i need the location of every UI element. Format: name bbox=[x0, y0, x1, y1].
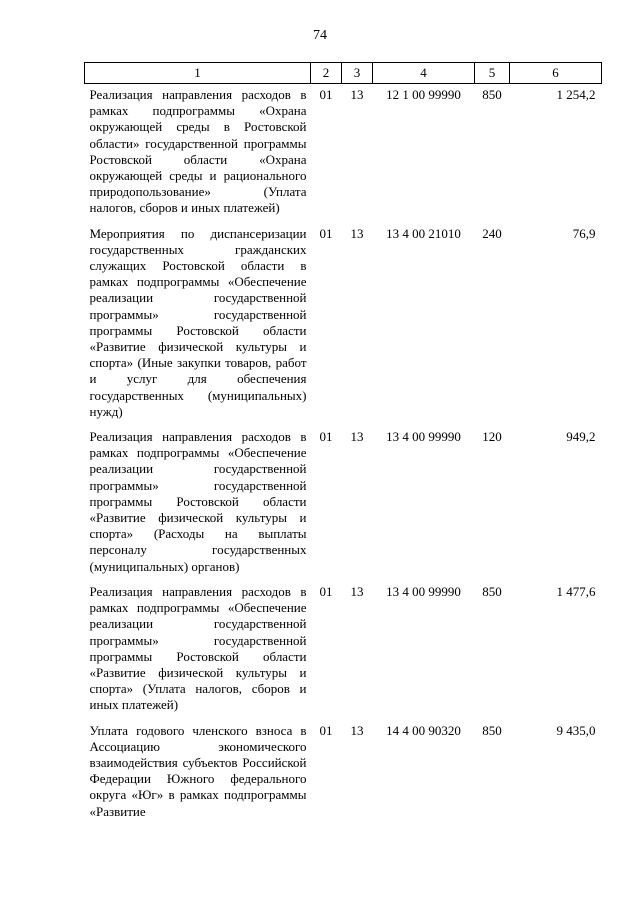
row-description: Уплата годового членского взноса в Ассоциацию экономического взаимодействия субъектов Российской Федерации Южного федерального округа «Юг» в рамках подпрограммы «Развитие bbox=[89, 722, 307, 819]
row-subsection: 13 bbox=[350, 225, 364, 241]
row-description: Мероприятия по диспансеризации государственных гражданских служащих Ростовской области в рамках подпрограммы «Обеспечение реализации государственной программы» государственной программы Ростовской области «Развитие физической культуры и спорта» (Иные закупки товаров, работ и услуг для обеспечения государственных (муниципальных) нужд) bbox=[89, 225, 307, 419]
header-row bbox=[85, 63, 602, 84]
row-expense-type: 850 bbox=[482, 87, 502, 102]
row-amount: 949,2 bbox=[566, 429, 596, 445]
table-row bbox=[85, 426, 602, 581]
row-section: 01 bbox=[319, 429, 333, 445]
page-number: 74 bbox=[313, 28, 327, 43]
header-col-1: 1 bbox=[85, 63, 311, 84]
row-expense-type: 850 bbox=[482, 583, 502, 599]
table-row bbox=[85, 720, 602, 826]
table-row bbox=[85, 84, 602, 223]
row-target-article: 13 4 00 99990 bbox=[386, 583, 461, 599]
row-section: 01 bbox=[319, 225, 333, 241]
header-col-3: 3 bbox=[342, 63, 373, 84]
row-expense-type: 850 bbox=[482, 722, 502, 738]
budget-table bbox=[84, 62, 602, 826]
row-target-article: 13 4 00 99990 bbox=[386, 429, 461, 445]
row-amount: 1 477,6 bbox=[556, 583, 596, 599]
row-target-article: 13 4 00 21010 bbox=[386, 225, 461, 241]
row-section: 01 bbox=[319, 722, 333, 738]
row-amount: 1 254,2 bbox=[556, 87, 596, 102]
row-section: 01 bbox=[319, 583, 333, 599]
row-target-article: 14 4 00 90320 bbox=[386, 722, 461, 738]
header-col-2: 2 bbox=[311, 63, 342, 84]
row-description: Реализация направления расходов в рамках подпрограммы «Охрана окружающей среды в Ростовской области» государственной программы Ростовской области «Охрана окружающей среды и рационального природопользование» (Уплата налогов, сборов и иных платежей) bbox=[89, 87, 307, 216]
row-subsection: 13 bbox=[350, 583, 364, 599]
row-amount: 9 435,0 bbox=[556, 722, 596, 738]
row-subsection: 13 bbox=[350, 722, 364, 738]
header-col-4: 4 bbox=[373, 63, 475, 84]
row-section: 01 bbox=[319, 87, 333, 102]
table-row bbox=[85, 223, 602, 426]
row-expense-type: 120 bbox=[482, 429, 502, 445]
row-subsection: 13 bbox=[350, 87, 364, 102]
row-description: Реализация направления расходов в рамках подпрограммы «Обеспечение реализации государственной программы» государственной программы Ростовской области «Развитие физической культуры и спорта» (Расходы на выплаты персоналу государственных (муниципальных) органов) bbox=[89, 429, 307, 574]
row-target-article: 12 1 00 99990 bbox=[386, 87, 461, 102]
table-row bbox=[85, 581, 602, 720]
row-description: Реализация направления расходов в рамках подпрограммы «Обеспечение реализации государственной программы» государственной программы Ростовской области «Развитие физической культуры и спорта» (Уплата налогов, сборов и иных платежей) bbox=[89, 583, 307, 713]
header-col-5: 5 bbox=[475, 63, 510, 84]
row-expense-type: 240 bbox=[482, 225, 502, 241]
row-amount: 76,9 bbox=[572, 225, 596, 241]
header-col-6: 6 bbox=[510, 63, 602, 84]
row-subsection: 13 bbox=[350, 429, 364, 445]
